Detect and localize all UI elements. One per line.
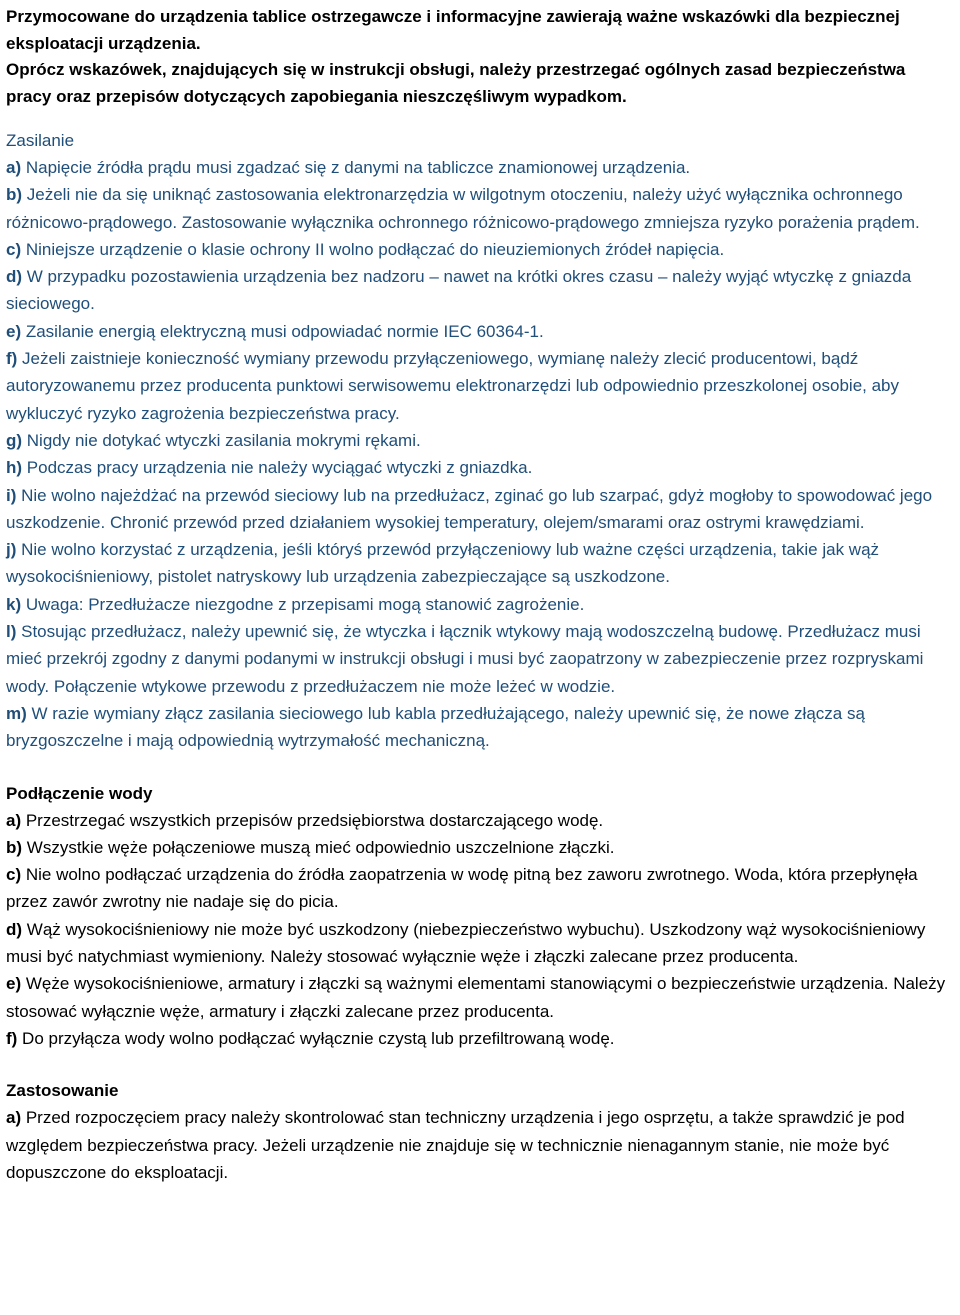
list-item — [6, 970, 954, 1025]
item-letter: a) — [6, 158, 22, 177]
list-item — [6, 318, 954, 345]
item-letter: e) — [6, 974, 22, 994]
list-item — [6, 181, 954, 236]
item-text: Przed rozpoczęciem pracy należy skontrolować stan techniczny urządzenia i jego osprzętu, a także sprawdzić je pod względem bezpieczeństwa pracy. Jeżeli urządzenie nie znajduje się w technicznie nienagannym stanie, nie może być dopuszczone do eksploatacji. — [6, 1108, 905, 1182]
item-text: Wąż wysokociśnieniowy nie może być uszkodzony (niebezpieczeństwo wybuchu). Uszkodzony wąż wysokociśnieniowy musi być natychmiast wymieniony. Należy stosować wyłącznie węże i złączki zalecane przez producenta. — [6, 919, 926, 967]
item-letter: b) — [6, 837, 23, 857]
list-item — [6, 482, 954, 537]
section-water-connection — [6, 781, 954, 1053]
item-text: Nie wolno najeżdżać na przewód sieciowy lub na przedłużacz, zginać go lub szarpać, gdyż mogłoby to spowodować jego uszkodzenie. Chronić przewód przed działaniem wysokiej temperatury, olejem/smarami oraz ostrymi krawędziami. — [6, 485, 933, 532]
list-item — [6, 1025, 954, 1052]
list-item — [6, 454, 954, 481]
list-item — [6, 536, 954, 591]
list-item — [6, 591, 954, 618]
item-text: W przypadku pozostawienia urządzenia bez nadzoru – nawet na krótki okres czasu – należy wyjąć wtyczkę z gniazda sieciowego. — [6, 267, 912, 314]
list-item — [6, 263, 954, 318]
item-text: Nie wolno podłączać urządzenia do źródła zaopatrzenia w wodę pitną bez zaworu zwrotnego. Woda, która przepłynęła przez zawór zwrotny nie nadaje się do picia. — [6, 865, 918, 912]
section-power-supply — [6, 128, 954, 755]
item-letter: b) — [6, 185, 23, 205]
item-letter: h) — [6, 458, 23, 478]
item-letter: c) — [6, 239, 22, 259]
item-letter: f) — [6, 1028, 18, 1048]
item-text: Podczas pracy urządzenia nie należy wyciągać wtyczki z gniazdka. — [22, 458, 533, 478]
section-title: Zasilanie — [6, 131, 75, 150]
list-item — [6, 916, 954, 971]
item-letter: k) — [6, 594, 22, 614]
section-title: Podłączenie wody — [6, 783, 153, 803]
item-letter: a) — [6, 810, 22, 830]
item-text: Węże wysokociśnieniowe, armatury i złączki są ważnymi elementami stanowiącymi o bezpieczeństwie urządzenia. Należy stosować wyłącznie węże, armatury i złączki zalecane przez producenta. — [6, 974, 946, 1021]
list-item — [6, 834, 954, 861]
list-item — [6, 861, 954, 916]
item-letter: g) — [6, 430, 23, 450]
item-letter: f) — [6, 349, 18, 369]
intro-paragraph: Oprócz wskazówek, znajdujących się w instrukcji obsługi, należy przestrzegać ogólnych zasad bezpieczeństwa pracy oraz przepisów dotyczących zapobiegania nieszczęśliwym wypadkom. — [6, 60, 906, 106]
item-letter: i) — [6, 485, 17, 505]
item-letter: j) — [6, 540, 17, 560]
item-letter: l) — [6, 622, 17, 642]
list-item — [6, 1104, 954, 1186]
list-item — [6, 236, 954, 263]
item-letter: e) — [6, 321, 22, 341]
item-text: Jeżeli zaistnieje konieczność wymiany przewodu przyłączeniowego, wymianę należy zlecić producentowi, bądź autoryzowanemu przez producenta punktowi serwisowemu elektronarzędzi lub odpowiednio przeszkolonej osobie, aby wykluczyć ryzyko zagrożenia bezpieczeństwa pracy. — [6, 349, 899, 423]
item-text: W razie wymiany złącz zasilania sieciowego lub kabla przedłużającego, należy upewnić się, że nowe złącza są bryzgoszczelne i mają odpowiednią wytrzymałość mechaniczną. — [6, 703, 865, 751]
item-text: Niniejsze urządzenie o klasie ochrony II wolno podłączać do nieuziemionych źródeł napięcia. — [21, 239, 725, 259]
item-text: Stosując przedłużacz, należy upewnić się, że wtyczka i łącznik wtykowy mają wodoszczelną budowę. Przedłużacz musi mieć przekrój zgodny z danymi podanymi w instrukcji obsługi i musi być zaopatrzony w zabezpieczenie przez rozpryskami wody. Połączenie wtykowe przewodu z przedłużaczem nie może leżeć w wodzie. — [6, 622, 924, 696]
item-text: Zasilanie energią elektryczną musi odpowiadać normie IEC 60364-1. — [21, 321, 544, 341]
item-letter: d) — [6, 919, 23, 939]
item-text: Nigdy nie dotykać wtyczki zasilania mokrymi rękami. — [22, 430, 421, 450]
item-text: Do przyłącza wody wolno podłączać wyłącznie czystą lub przefiltrowaną wodę. — [17, 1028, 615, 1048]
item-text: Wszystkie węże połączeniowe muszą mieć odpowiednio uszczelnione złączki. — [22, 837, 615, 857]
item-text: Napięcie źródła prądu musi zgadzać się z danymi na tabliczce znamionowej urządzenia. — [21, 158, 691, 177]
section-usage — [6, 1078, 954, 1186]
item-text: Nie wolno korzystać z urządzenia, jeśli któryś przewód przyłączeniowy lub ważne części urządzenia, takie jak wąż wysokociśnieniowy, pistolet natryskowy lub urządzenia zabezpieczające są uszkodzone. — [6, 540, 880, 587]
item-letter: m) — [6, 703, 27, 723]
list-item — [6, 345, 954, 427]
item-letter: d) — [6, 267, 23, 287]
intro — [6, 4, 954, 110]
list-item — [6, 427, 954, 454]
list-item — [6, 618, 954, 700]
intro-paragraph: Przymocowane do urządzenia tablice ostrzegawcze i informacyjne zawierają ważne wskazówki dla bezpiecznej eksploatacji urządzenia. — [6, 7, 900, 53]
item-text: Uwaga: Przedłużacze niezgodne z przepisami mogą stanowić zagrożenie. — [21, 594, 585, 614]
list-item — [6, 807, 954, 834]
list-item — [6, 154, 954, 181]
section-title: Zastosowanie — [6, 1081, 119, 1101]
item-letter: a) — [6, 1108, 22, 1128]
list-item — [6, 700, 954, 755]
item-text: Jeżeli nie da się uniknąć zastosowania elektronarzędzia w wilgotnym otoczeniu, należy użyć wyłącznika ochronnego różnicowo-prądowego. Zastosowanie wyłącznika ochronnego różnicowo-prądowego zmniejsza ryzyko porażenia prądem. — [6, 185, 920, 232]
item-text: Przestrzegać wszystkich przepisów przedsiębiorstwa dostarczającego wodę. — [21, 810, 604, 830]
item-letter: c) — [6, 865, 22, 885]
